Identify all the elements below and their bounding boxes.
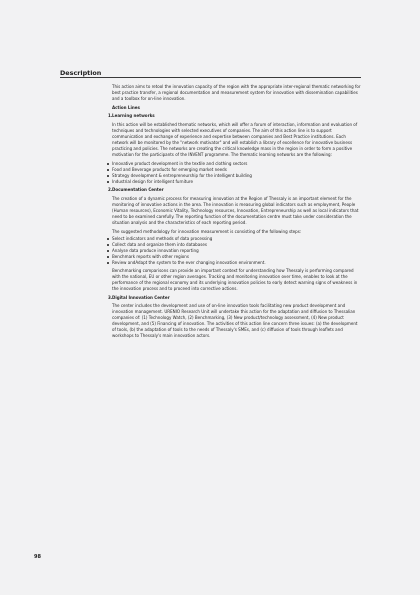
section-heading: Description — [60, 69, 102, 77]
bullet-icon — [107, 169, 109, 171]
section-3-title: Digital Innovation Center — [112, 294, 170, 300]
list-item: Benchmark reports with other regions — [112, 254, 361, 260]
section-2-paragraph-2: The suggested methodology for innovation measurement is consisting of the following steps: — [112, 228, 302, 234]
action-lines-label: Action Lines — [112, 104, 140, 110]
section-3-paragraph: The center includes the development and use of on-line innovation tools facilitating new product development and innovation management. URENIO Research Unit will undertake this action for the adaptation and diffusion to Thessalian companies of: (1) Technology Watch, (2) Benchmarking, (3) New product/technology assessment, (4) New product development, and (5) Financing of innovation. The activities of this action line concern three issues: (a) the development of tools, (b) the adaptation of tools to the needs of Thessaly's SMEs, and (c) diffusion of tools through leaflets and workshops to Thessaly's main innovation actors. — [112, 303, 358, 339]
section-1-number: 1. — [108, 113, 113, 119]
section-3-heading — [108, 294, 361, 301]
page-number: 98 — [34, 554, 41, 560]
section-3-number: 3. — [108, 294, 113, 300]
section-2-title: Documentation Center — [112, 187, 164, 193]
section-2-number: 2. — [108, 187, 113, 193]
intro-paragraph: This action aims to retool the innovation capacity of the region with the appropriate inter-regional thematic networking for best practice transfer, a regional documentation and measurement system for innovation with dissemination capabilities and a toolbox for on-line innovation. — [112, 84, 361, 102]
section-2-heading — [108, 187, 361, 193]
bullet-icon — [107, 250, 109, 252]
bullet-icon — [107, 163, 109, 165]
bullet-icon — [107, 244, 109, 246]
bullet-icon — [107, 181, 109, 183]
bullet-icon — [107, 238, 109, 240]
list-item: Food and Beverage products for emerging market needs — [112, 167, 361, 173]
section-1-heading — [108, 113, 361, 119]
bullet-icon — [107, 175, 109, 177]
list-item: Select indicators and methods of data processing — [112, 236, 361, 242]
section-1-bullet-list — [112, 161, 361, 185]
heading-rule — [60, 77, 361, 78]
section-2-bullet-list — [112, 236, 361, 266]
list-item: Innovative product development in the textile and clothing sectors — [112, 161, 361, 167]
list-item: Collect data and organize them into databases — [112, 242, 361, 248]
section-1-title: Learning networks — [112, 113, 155, 119]
section-1-paragraph: In this action will be established thematic networks, which will offer a forum of interaction, information and evaluation of techniques and technologies with selected executives of companies. The aim of this action line is to support communication and exchange of experience and expertise between companies and Best Practice institutions. Each network will be monitored by the "network motivator" and will establish a library of excellence for innovative business practicing and policies. The networks are creating the critical knowledge mass in the region in order to form a positive motivation for the participants of the INVENT programme. The thematic learning networks are the following: — [112, 122, 358, 158]
list-item: Industrial design for intelligent furniture — [112, 179, 361, 185]
section-2-paragraph: The creation of a dynamic process for measuring innovation at the Region of Thessaly is an important element for the monitoring of innovative actions in the area. The innovation is measuring global indicators such as employment, People (Human resources), Economic Vitality, Technology resources, Innovation, Entrepreneurship as well as local indicators that need to be examined carefully. The reporting function of the documentation centre must take under consideration the situation analysis and the characteristics of each reporting period. — [112, 195, 359, 225]
list-item: Analyse data produce innovation reporting — [112, 248, 361, 254]
section-2-paragraph-3: Benchmarking comparisons can provide an important context for understanding how Thessaly is performing compared with the national, EU or other region averages. Tracking and monitoring innovation over time, enables to look at the performance of the regional economy and its underlying innovation policies to early detect warning signs of weakness in the innovation process and to proceed into corrective actions. — [112, 267, 358, 291]
bullet-icon — [107, 256, 109, 258]
bullet-icon — [107, 262, 109, 264]
body-text — [108, 84, 361, 342]
list-item: Strategy development & entrepreneurship for the intelligent building — [112, 173, 361, 179]
list-item: Review andAdapt the system to the ever changing innovation environment. — [112, 260, 361, 266]
